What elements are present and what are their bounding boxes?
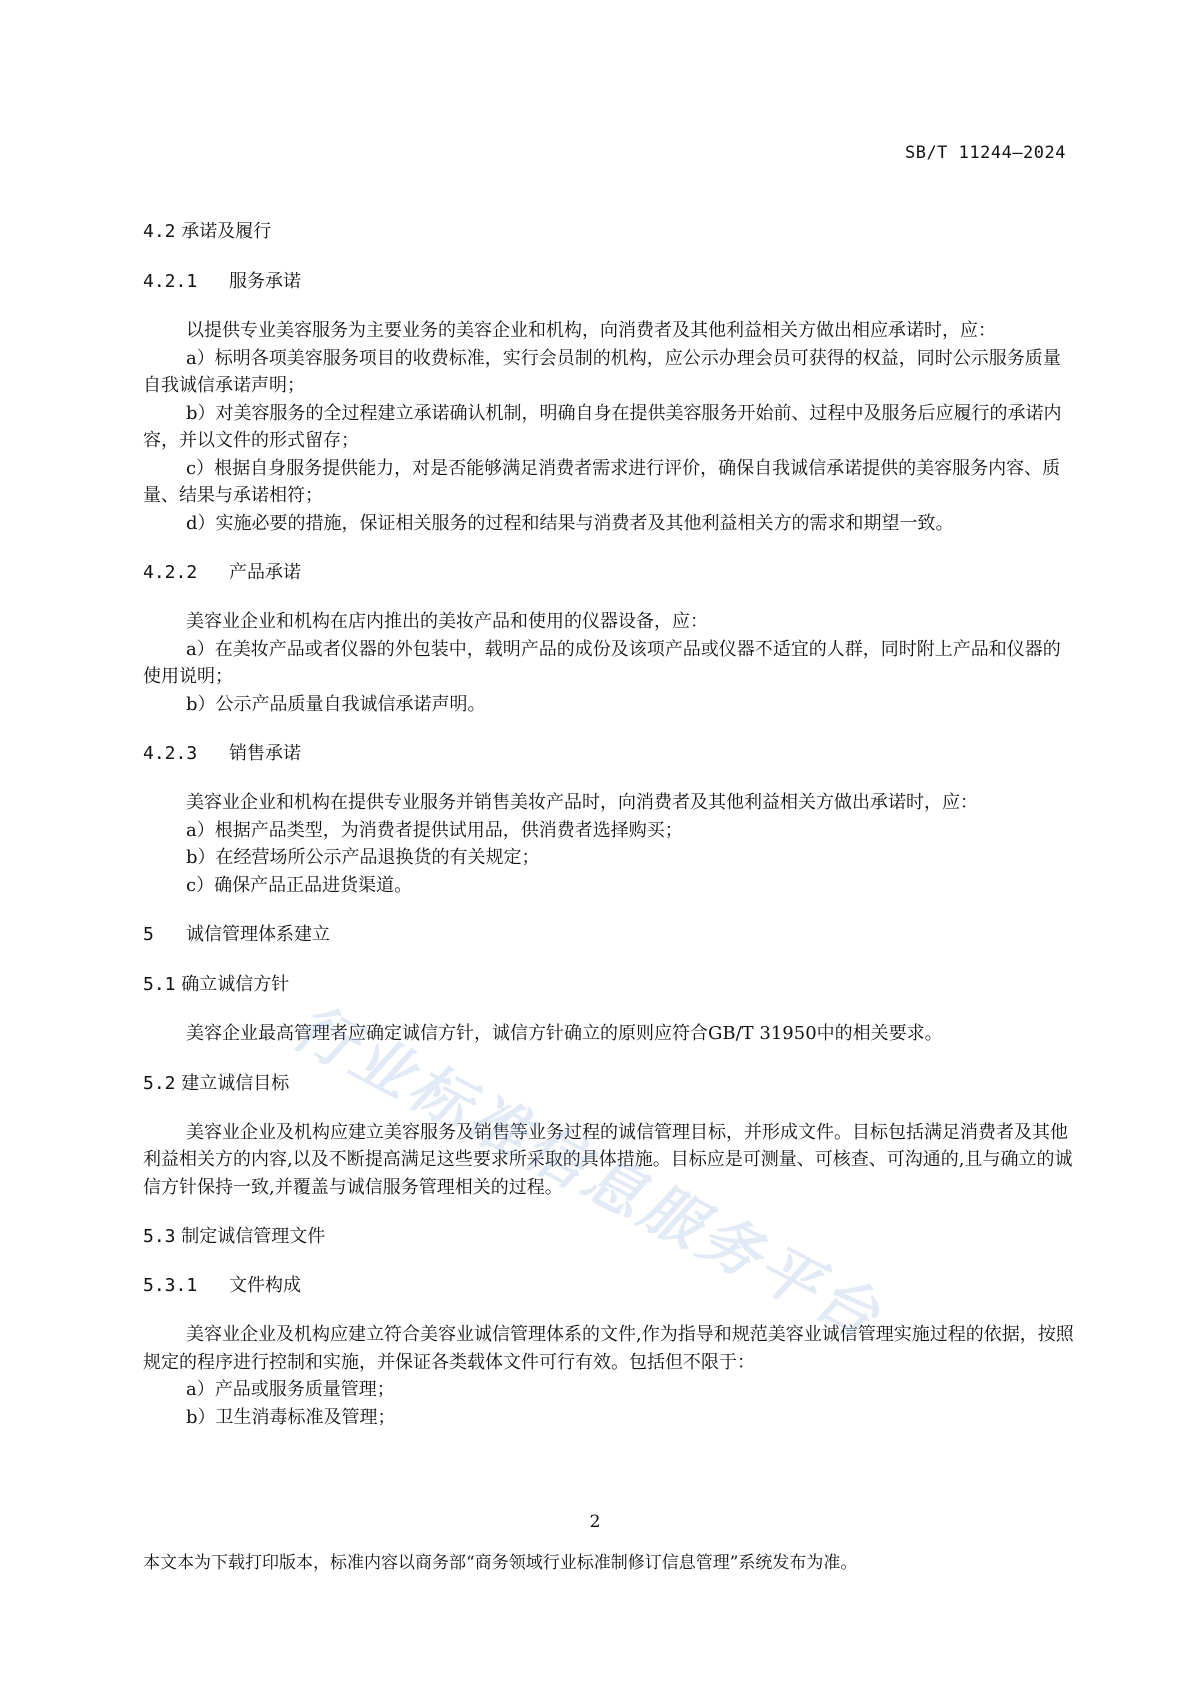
watermark-char: 息 xyxy=(571,1141,657,1232)
footer-note: 本文本为下载打印版本，标准内容以商务部“商务领域行业标准制修订信息管理”系统发布为准。 xyxy=(143,1553,858,1573)
heading-number: 5.2 xyxy=(143,1072,176,1094)
paragraph: 美容业企业和机构在店内推出的美妆产品和使用的仪器设备，应： xyxy=(186,611,708,632)
list-text: 卫生消毒标准及管理； xyxy=(215,1406,396,1428)
list-marker: b） xyxy=(186,693,216,715)
list-item xyxy=(143,400,1078,455)
list-marker: d） xyxy=(186,512,216,534)
heading-5-3-1 xyxy=(143,1272,1078,1299)
paragraph: 美容企业最高管理者应确定诚信方针，诚信方针确立的原则应符合GB/T 31950中的相关要求。 xyxy=(186,1023,943,1044)
list-item xyxy=(143,510,1078,538)
watermark-char: 台 xyxy=(803,1261,889,1352)
heading-title: 建立诚信目标 xyxy=(181,1072,290,1094)
watermark-char: 业 xyxy=(339,1021,425,1112)
list-item xyxy=(143,345,1078,400)
heading-5 xyxy=(143,921,1078,948)
list-text: 公示产品质量自我诚信承诺声明。 xyxy=(215,693,486,715)
section-5-3-1-body xyxy=(143,1321,1078,1431)
list-text: 产品或服务质量管理； xyxy=(214,1379,395,1400)
watermark-char: 务 xyxy=(687,1201,773,1292)
section-5-1-body xyxy=(143,1020,1078,1048)
list-text: 在美妆产品或者仪器的外包装中，载明产品的成份及该项产品或仪器不适宜的人群，同时附上产品和仪器的使用说明； xyxy=(143,638,1061,687)
list-text: 对美容服务的全过程建立承诺确认机制，明确自身在提供美容服务开始前、过程中及服务后应履行的承诺内容，并以文件的形式留存； xyxy=(143,402,1062,451)
watermark-char: 标 xyxy=(397,1051,483,1142)
heading-title: 文件构成 xyxy=(229,1275,301,1296)
heading-5-3 xyxy=(143,1223,1078,1250)
list-item xyxy=(143,844,1078,872)
heading-title: 销售承诺 xyxy=(229,743,301,764)
list-item xyxy=(143,691,1078,719)
heading-title: 服务承诺 xyxy=(229,271,301,292)
list-marker: c） xyxy=(186,874,215,896)
paragraph: 美容业企业及机构应建立符合美容业诚信管理体系的文件,作为指导和规范美容业诚信管理实施过程的依据，按照规定的程序进行控制和实施，并保证各类载体文件可行有效。包括但不限于： xyxy=(143,1324,1074,1373)
page-content xyxy=(143,218,1078,1431)
list-item xyxy=(143,872,1078,900)
heading-4-2 xyxy=(143,218,1078,245)
paragraph: 以提供专业美容服务为主要业务的美容企业和机构，向消费者及其他利益相关方做出相应承诺时，应： xyxy=(186,320,996,341)
section-4-2-1-body xyxy=(143,317,1078,537)
list-text: 在经营场所公示产品退换货的有关规定； xyxy=(215,847,540,868)
list-text: 确保产品正品进货渠道。 xyxy=(214,874,413,896)
page-number: 2 xyxy=(589,1512,601,1532)
watermark-char: 平 xyxy=(745,1231,831,1322)
heading-title: 承诺及履行 xyxy=(181,221,272,242)
list-item xyxy=(143,817,1078,845)
list-marker: a） xyxy=(186,638,215,660)
list-item xyxy=(143,1404,1078,1432)
heading-5-1 xyxy=(143,971,1078,998)
heading-title: 诚信管理体系建立 xyxy=(186,924,330,945)
list-item xyxy=(143,636,1078,691)
section-4-2-3-body xyxy=(143,789,1078,899)
list-marker: b） xyxy=(186,847,216,868)
watermark-char: 信 xyxy=(513,1111,599,1202)
watermark-char: 准 xyxy=(455,1081,541,1172)
watermark-char: 行 xyxy=(281,991,367,1082)
list-marker: a） xyxy=(186,819,215,841)
heading-number: 5 xyxy=(143,924,154,945)
section-4-2-2-body xyxy=(143,608,1078,718)
heading-5-2 xyxy=(143,1070,1078,1097)
list-marker: a） xyxy=(186,347,215,369)
list-text: 实施必要的措施，保证相关服务的过程和结果与消费者及其他利益相关方的需求和期望一致。 xyxy=(215,512,954,534)
heading-number: 5.3 xyxy=(143,1226,176,1247)
heading-number: 5.1 xyxy=(143,974,176,995)
heading-4-2-1 xyxy=(143,268,1078,295)
standard-number: SB/T 11244—2024 xyxy=(904,143,1066,163)
list-marker: a） xyxy=(186,1379,215,1400)
heading-4-2-3 xyxy=(143,740,1078,767)
list-item xyxy=(143,455,1078,510)
list-text: 根据自身服务提供能力，对是否能够满足消费者需求进行评价，确保自我诚信承诺提供的美容服务内容、质量、结果与承诺相符； xyxy=(143,457,1061,506)
section-5-2-body xyxy=(143,1119,1078,1202)
paragraph: 美容业企业及机构应建立美容服务及销售等业务过程的诚信管理目标，并形成文件。目标包括满足消费者及其他利益相关方的内容,以及不断提高满足这些要求所采取的具体措施。目标应是可测量、可核查、可沟通的,且与确立的诚信方针保持一致,并覆盖与诚信服务管理相关的过程。 xyxy=(143,1121,1073,1198)
list-text: 根据产品类型，为消费者提供试用品，供消费者选择购买； xyxy=(214,819,683,841)
heading-number: 4.2.2 xyxy=(143,562,198,583)
list-marker: b） xyxy=(186,1406,216,1428)
watermark-char: 服 xyxy=(629,1171,715,1262)
heading-title: 确立诚信方针 xyxy=(181,974,290,995)
heading-title: 制定诚信管理文件 xyxy=(181,1226,326,1247)
list-marker: c） xyxy=(186,457,215,479)
paragraph: 美容业企业和机构在提供专业服务并销售美妆产品时，向消费者及其他利益相关方做出承诺时，应： xyxy=(186,792,978,813)
list-item xyxy=(143,1376,1078,1404)
list-marker: b） xyxy=(186,402,216,424)
heading-title: 产品承诺 xyxy=(229,562,301,583)
heading-number: 4.2.3 xyxy=(143,743,198,764)
heading-4-2-2 xyxy=(143,559,1078,586)
list-text: 标明各项美容服务项目的收费标准，实行会员制的机构，应公示办理会员可获得的权益，同时公示服务质量自我诚信承诺声明； xyxy=(143,347,1061,396)
heading-number: 5.3.1 xyxy=(143,1275,198,1296)
heading-number: 4.2.1 xyxy=(143,271,198,292)
heading-number: 4.2 xyxy=(143,221,176,242)
